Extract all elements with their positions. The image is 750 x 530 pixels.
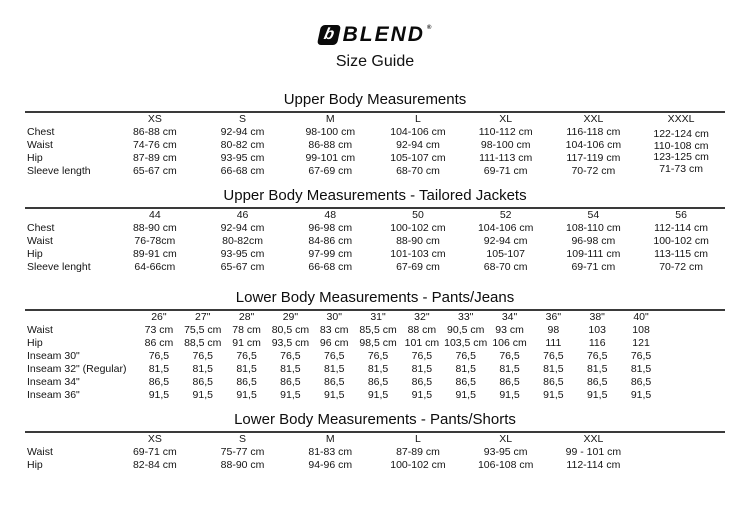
row-label: Waist [27, 446, 53, 458]
table-row [25, 248, 725, 261]
measurement-cell: 86-88 cm [132, 126, 177, 138]
upper-body-table [25, 111, 725, 178]
measurement-cell: 81,5 [543, 363, 564, 375]
measurement-cell: 99-101 cm [305, 152, 356, 164]
measurement-cell: 110-112 cm [478, 126, 533, 138]
measurement-cell: 116-118 cm [566, 126, 621, 138]
row-label: Waist [27, 324, 53, 336]
table-row [25, 235, 725, 248]
measurement-cell: 73 cm [144, 324, 174, 336]
filler-cell [663, 310, 725, 324]
table-row [25, 350, 725, 363]
measurement-cell: 76,5 [324, 350, 345, 362]
measurement-cell: 81,5 [148, 363, 170, 375]
measurement-cell: 81-83 cm [308, 446, 353, 458]
measurement-cell: 91,5 [630, 389, 652, 401]
section-title: Upper Body Measurements [283, 91, 467, 108]
pants-jeans-table [25, 309, 725, 402]
measurement-cell: 92-94 cm [483, 235, 528, 247]
measurement-cell: 86,5 [411, 376, 433, 388]
measurement-cell: 96-98 cm [571, 235, 616, 247]
measurement-cell: 69-71 cm [132, 446, 177, 458]
measurement-cell: 92-94 cm [220, 126, 265, 138]
measurement-cell: 76,5 [192, 350, 213, 362]
measurement-cell: 82-84 cm [132, 459, 177, 471]
column-header: 46 [236, 209, 249, 221]
measurement-cell: 76,5 [148, 350, 170, 362]
measurement-cell: 88-90 cm [396, 235, 440, 247]
measurement-cell: 83 cm [319, 324, 349, 336]
column-header: L [415, 433, 421, 445]
row-label: Waist [27, 235, 53, 247]
column-header: XS [147, 113, 162, 125]
measurement-cell: 105-107 [486, 248, 525, 260]
measurement-cell: 91,5 [586, 389, 608, 401]
measurement-cell: 94-96 cm [308, 459, 353, 471]
filler-cell [663, 376, 725, 389]
measurement-cell: 86,5 [324, 376, 345, 388]
row-label-header [25, 432, 111, 446]
row-label-header [25, 112, 111, 126]
measurement-cell: 81,5 [280, 363, 301, 375]
measurement-cell: 66-68 cm [220, 165, 265, 177]
measurement-cell: 100-102 cm [390, 222, 446, 234]
measurement-cell: 108 [632, 324, 650, 336]
measurement-cell: 103,5 cm [444, 337, 488, 349]
table-row [25, 363, 725, 376]
filler-cell [663, 350, 725, 363]
column-header: XL [499, 113, 513, 125]
header-row [25, 208, 725, 222]
measurement-cell: 89-91 cm [132, 248, 177, 260]
measurement-cell: 67-69 cm [396, 261, 440, 273]
measurement-cell: 81,5 [192, 363, 213, 375]
measurement-cell: 92-94 cm [220, 222, 265, 234]
column-header: XXL [583, 433, 604, 445]
measurement-cell: 104-106 cm [477, 222, 534, 234]
measurement-cell: 98 [547, 324, 560, 336]
measurement-cell: 111 [545, 337, 562, 349]
column-header: 56 [675, 209, 687, 221]
column-header: 54 [587, 209, 600, 221]
measurement-cell: 86,5 [586, 376, 608, 388]
measurement-cell: 76,5 [630, 350, 652, 362]
measurement-cell: 93-95 cm [483, 446, 528, 458]
measurement-cell: 101-103 cm [390, 248, 446, 260]
table-row [25, 261, 725, 274]
column-header: 44 [149, 209, 161, 221]
row-label: Chest [27, 222, 55, 234]
measurement-cell: 91,5 [280, 389, 301, 401]
table-row [25, 324, 725, 337]
measurement-cell: 121 [632, 337, 650, 349]
measurement-cell: 104-106 cm [565, 139, 622, 151]
header-row [25, 432, 725, 446]
measurement-cell: 91,5 [236, 389, 257, 401]
measurement-cell: 88-90 cm [220, 459, 265, 471]
measurement-cell: 76,5 [455, 350, 476, 362]
measurement-cell: 86,5 [367, 376, 389, 388]
tailored-jackets-table [25, 207, 725, 274]
row-label-header [25, 208, 111, 222]
blend-icon-letter: b [322, 26, 336, 43]
measurement-cell: 91,5 [499, 389, 520, 401]
measurement-cell: 81,5 [411, 363, 433, 375]
row-label: Inseam 32" (Regular) [27, 363, 127, 375]
row-label: Sleeve lenght [27, 261, 91, 273]
column-header: S [239, 433, 247, 445]
filler-cell [663, 337, 725, 350]
row-label-header [25, 310, 137, 324]
measurement-cell: 103 [588, 324, 606, 336]
column-header: 31" [370, 311, 386, 323]
measurement-cell: 87-89 cm [132, 152, 177, 164]
row-label: Hip [27, 459, 43, 471]
column-header: L [415, 113, 421, 125]
section-pants-shorts [25, 411, 725, 472]
measurement-cell: 76,5 [586, 350, 608, 362]
filler-cell [663, 324, 725, 337]
column-header: XXXL [667, 113, 695, 125]
measurement-cell: 108-110 cm [566, 222, 621, 234]
measurement-cell: 76,5 [367, 350, 389, 362]
measurement-cell: 81,5 [236, 363, 257, 375]
measurement-cell: 93-95 cm [220, 152, 265, 164]
column-header: 36" [545, 311, 562, 323]
column-header: 26" [151, 311, 167, 323]
trademark-icon: ® [426, 25, 432, 31]
measurement-cell: 70-72 cm [571, 165, 616, 177]
measurement-cell: 91,5 [543, 389, 564, 401]
row-label: Inseam 30" [27, 350, 80, 362]
header-row [25, 112, 725, 126]
measurement-cell: 98-100 cm [305, 126, 356, 138]
column-header: XXL [583, 113, 604, 125]
filler-cell [637, 459, 725, 472]
measurement-cell: 76,5 [236, 350, 257, 362]
measurement-cell: 75-77 cm [220, 446, 265, 458]
table-row [25, 337, 725, 350]
measurement-cell: 76,5 [411, 350, 433, 362]
page-title: Size Guide [335, 53, 415, 70]
row-label: Inseam 34" [27, 376, 80, 388]
measurement-cell: 98-100 cm [480, 139, 531, 151]
measurement-cell: 97-99 cm [308, 248, 353, 260]
measurement-cell: 96-98 cm [308, 222, 353, 234]
measurement-cell: 93,5 cm [271, 337, 310, 349]
measurement-cell: 86,5 [630, 376, 652, 388]
measurement-cell: 99 - 101 cm [565, 446, 622, 458]
measurement-cell: 80,5 cm [271, 324, 310, 336]
measurement-cell: 80-82cm [222, 235, 263, 247]
measurement-cell: 80-82 cm [220, 139, 265, 151]
column-header: XL [499, 433, 513, 445]
row-label: Sleeve length [27, 165, 91, 177]
measurement-cell: 81,5 [367, 363, 389, 375]
measurement-cell: 88-90 cm [132, 222, 177, 234]
measurement-cell: 68-70 cm [396, 165, 440, 177]
measurement-cell: 109-111 cm [566, 248, 621, 260]
measurement-cell: 86,5 [455, 376, 476, 388]
section-upper-body [25, 91, 725, 178]
table-row [25, 165, 725, 178]
table-row [25, 152, 725, 165]
column-header: 34" [501, 311, 518, 323]
measurement-cell: 90,5 cm [447, 324, 485, 336]
measurement-cell: 86,5 [499, 376, 520, 388]
measurement-line: 110-108 cm [653, 139, 709, 152]
measurement-cell: 101 cm [404, 337, 440, 349]
row-label: Hip [27, 248, 43, 260]
measurement-cell: 98,5 cm [359, 337, 397, 349]
measurement-cell: 74-76 cm [132, 139, 177, 151]
measurement-cell: 105-107 cm [390, 152, 446, 164]
measurement-cell: 76-78cm [134, 235, 176, 247]
measurement-cell: 81,5 [499, 363, 520, 375]
measurement-cell: 78 cm [232, 324, 261, 336]
column-header: S [239, 113, 247, 125]
row-label: Inseam 36" [27, 389, 80, 401]
column-header: 29" [282, 311, 299, 323]
measurement-cell: 81,5 [324, 363, 345, 375]
section-tailored-jackets [25, 187, 725, 274]
measurement-cell: 68-70 cm [483, 261, 528, 273]
measurement-cell: 91,5 [324, 389, 345, 401]
measurement-cell: 66-68 cm [308, 261, 353, 273]
measurement-line: 123-125 cm [653, 151, 709, 163]
measurement-cell: 91,5 [148, 389, 170, 401]
column-header: 28" [238, 311, 255, 323]
filler-cell [663, 363, 725, 376]
blend-b-icon [316, 25, 340, 45]
measurement-cell: 91,5 [411, 389, 433, 401]
row-label: Waist [27, 139, 53, 151]
measurement-cell: 87-89 cm [396, 446, 440, 458]
measurement-cell: 116 [588, 337, 606, 349]
measurement-cell: 86,5 [192, 376, 213, 388]
measurement-cell: 64-66cm [134, 261, 176, 273]
table-row [25, 126, 725, 139]
row-label: Chest [27, 126, 55, 138]
column-header: 40" [633, 311, 649, 323]
measurement-cell: 88 cm [407, 324, 437, 336]
brand-logo [25, 22, 725, 48]
column-header: 50 [412, 209, 424, 221]
column-header: 52 [499, 209, 512, 221]
measurement-cell: 85,5 cm [359, 324, 397, 336]
measurement-cell: 113-115 cm [654, 248, 709, 260]
measurement-cell: 84-86 cm [308, 235, 353, 247]
measurement-cell: 76,5 [280, 350, 301, 362]
column-header: 27" [195, 311, 211, 323]
column-header: 48 [324, 209, 337, 221]
section-title: Lower Body Measurements - Pants/Shorts [234, 411, 516, 428]
section-title: Upper Body Measurements - Tailored Jackets [223, 187, 527, 204]
column-header: 30" [326, 311, 342, 323]
header-row [25, 310, 725, 324]
measurement-cell: 112-114 cm [566, 459, 621, 471]
column-header: XS [147, 433, 162, 445]
measurement-cell: 91,5 [455, 389, 476, 401]
measurement-cell: 91,5 [367, 389, 389, 401]
measurement-cell: 91 cm [232, 337, 261, 349]
column-header: M [325, 113, 335, 125]
measurement-cell: 86,5 [148, 376, 170, 388]
measurement-cell: 65-67 cm [220, 261, 265, 273]
measurement-cell: 112-114 cm [654, 222, 709, 234]
column-header: 33" [458, 311, 474, 323]
column-header: 32" [414, 311, 430, 323]
measurement-cell: 117-119 cm [566, 152, 621, 164]
measurement-cell: 81,5 [586, 363, 608, 375]
brand-name: BLEND [342, 23, 425, 46]
table-row [25, 446, 725, 459]
measurement-cell: 86,5 [543, 376, 564, 388]
measurement-cell: 86,5 [280, 376, 301, 388]
measurement-cell: 81,5 [630, 363, 652, 375]
measurement-cell: 111-113 cm [479, 152, 533, 164]
pants-shorts-table [25, 431, 725, 472]
measurement-cell: 92-94 cm [396, 139, 440, 151]
xxxl-merged-cell [637, 126, 725, 178]
measurement-cell: 70-72 cm [659, 261, 703, 273]
measurement-cell: 86-88 cm [308, 139, 353, 151]
table-row [25, 222, 725, 235]
table-row [25, 389, 725, 402]
measurement-cell: 100-102 cm [653, 235, 709, 247]
measurement-line: 122-124 cm [653, 128, 709, 140]
table-row [25, 376, 725, 389]
filler-cell [663, 389, 725, 402]
measurement-cell: 100-102 cm [390, 459, 446, 471]
measurement-cell: 91,5 [192, 389, 213, 401]
table-row [25, 139, 725, 152]
measurement-cell: 86 cm [144, 337, 174, 349]
measurement-cell: 76,5 [543, 350, 564, 362]
measurement-cell: 93-95 cm [220, 248, 265, 260]
row-label: Hip [27, 337, 43, 349]
filler-cell [637, 432, 725, 446]
measurement-cell: 104-106 cm [390, 126, 446, 138]
measurement-cell: 106-108 cm [477, 459, 534, 471]
measurement-cell: 81,5 [455, 363, 476, 375]
measurement-cell: 69-71 cm [483, 165, 528, 177]
column-header: M [325, 433, 335, 445]
measurement-cell: 65-67 cm [132, 165, 177, 177]
measurement-cell: 93 cm [495, 324, 524, 336]
table-row [25, 459, 725, 472]
measurement-cell: 75,5 cm [184, 324, 222, 336]
measurement-cell: 106 cm [492, 337, 527, 349]
measurement-cell: 86,5 [236, 376, 257, 388]
column-header: 38" [589, 311, 605, 323]
section-pants-jeans [25, 289, 725, 402]
measurement-cell: 96 cm [319, 337, 349, 349]
row-label: Hip [27, 152, 43, 164]
measurement-cell: 88,5 cm [184, 337, 222, 349]
measurement-cell: 69-71 cm [571, 261, 616, 273]
measurement-line: 71-73 cm [659, 162, 703, 175]
filler-cell [637, 446, 725, 459]
section-title: Lower Body Measurements - Pants/Jeans [235, 289, 515, 306]
measurement-cell: 67-69 cm [308, 165, 353, 177]
measurement-cell: 76,5 [499, 350, 520, 362]
